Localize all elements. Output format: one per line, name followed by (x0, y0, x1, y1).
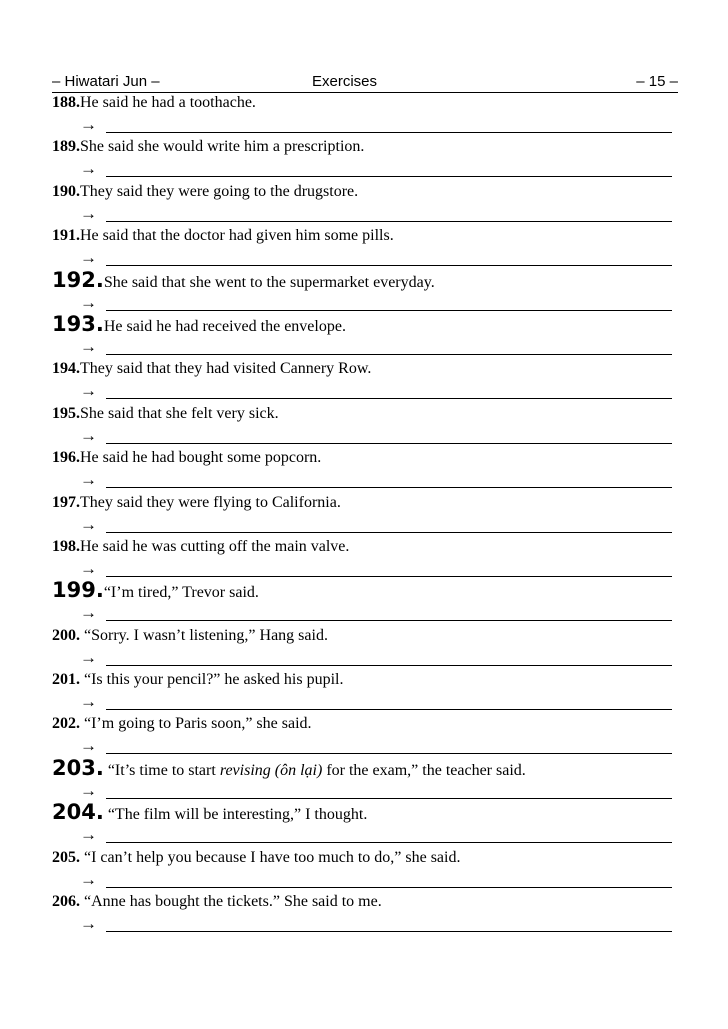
answer-line[interactable] (80, 692, 672, 712)
item-number: 194. (52, 360, 80, 378)
arrow-icon: → (80, 825, 97, 845)
arrow-icon: → (80, 736, 97, 756)
item-number: 197. (52, 493, 80, 511)
item-sentence: “I can’t help you because I have too much to do,” she said. (80, 848, 461, 866)
blank-underline (106, 798, 672, 799)
answer-line[interactable] (80, 381, 672, 401)
item-number: 201. (52, 671, 80, 689)
blank-underline (106, 887, 672, 888)
blank-underline (106, 576, 672, 577)
item-sentence: She said that she felt very sick. (80, 404, 279, 422)
item-sentence-italic: revising (ôn lại) (219, 761, 323, 779)
item-sentence: “Anne has bought the tickets.” She said to me. (80, 893, 382, 911)
item-number: 193. (52, 311, 104, 336)
arrow-icon: → (80, 692, 97, 712)
item-sentence-start: “It’s time to start (103, 761, 220, 779)
exercise-item (52, 181, 678, 225)
item-sentence: “I’m going to Paris soon,” she said. (80, 715, 312, 733)
arrow-icon: → (80, 514, 97, 534)
answer-line[interactable] (80, 603, 672, 623)
arrow-icon: → (80, 869, 97, 889)
exercise-item (52, 492, 678, 536)
item-number: 188. (52, 94, 80, 111)
item-sentence: They said they were going to the drugstore. (80, 182, 359, 200)
answer-line[interactable] (80, 648, 672, 668)
item-sentence: He said he was cutting off the main valve. (80, 537, 350, 555)
exercise-item (52, 536, 678, 580)
blank-underline (106, 487, 672, 488)
blank-underline (106, 931, 672, 932)
exercise-item (52, 625, 678, 669)
blank-underline (106, 176, 672, 177)
blank-underline (106, 398, 672, 399)
exercise-item (52, 136, 678, 180)
exercise-item (52, 267, 678, 314)
header-page-number: – 15 – (636, 73, 678, 90)
answer-line[interactable] (80, 870, 672, 890)
arrow-icon: → (80, 647, 97, 667)
header-title: Exercises (312, 73, 378, 90)
item-sentence: “Sorry. I wasn’t listening,” Hang said. (80, 626, 328, 644)
blank-underline (106, 443, 672, 444)
item-number: 206. (52, 893, 80, 911)
answer-line[interactable] (80, 426, 672, 446)
answer-line[interactable] (80, 293, 672, 313)
exercise-item (52, 580, 678, 624)
blank-underline (106, 354, 672, 355)
arrow-icon: → (80, 425, 97, 445)
arrow-icon: → (80, 115, 97, 134)
exercise-item (52, 847, 678, 891)
arrow-icon: → (80, 381, 97, 401)
item-sentence: He said he had received the envelope. (103, 317, 346, 335)
answer-line[interactable] (80, 337, 672, 357)
item-sentence: They said they were flying to California. (80, 493, 341, 511)
answer-line[interactable] (80, 781, 672, 801)
answer-line[interactable] (80, 914, 672, 934)
arrow-icon: → (80, 159, 97, 179)
arrow-icon: → (80, 470, 97, 490)
item-number: 196. (52, 449, 80, 467)
blank-underline (106, 620, 672, 621)
exercise-list (52, 92, 678, 935)
arrow-icon: → (80, 914, 97, 934)
arrow-icon: → (80, 336, 97, 356)
item-number: 203. (52, 755, 104, 780)
item-number: 199. (52, 578, 104, 603)
answer-line[interactable] (80, 204, 672, 224)
blank-underline (106, 532, 672, 533)
answer-line[interactable] (80, 736, 672, 756)
item-number: 195. (52, 404, 80, 422)
answer-line[interactable] (80, 470, 672, 490)
exercise-item (52, 311, 678, 358)
arrow-icon: → (80, 248, 97, 268)
blank-underline (106, 665, 672, 666)
exercise-item (52, 755, 678, 802)
item-number: 198. (52, 537, 80, 555)
item-number: 192. (52, 267, 104, 292)
header-author: – Hiwatari Jun – (52, 73, 160, 90)
item-number: 190. (52, 182, 80, 200)
exercise-item (52, 669, 678, 713)
answer-line[interactable] (80, 825, 672, 845)
blank-underline (106, 265, 672, 266)
item-sentence: They said that they had visited Cannery Row. (80, 360, 372, 378)
blank-underline (106, 753, 672, 754)
exercise-item (52, 403, 678, 447)
item-sentence: She said she would write him a prescription. (80, 138, 365, 156)
arrow-icon: → (80, 558, 97, 578)
item-number: 204. (52, 800, 104, 825)
arrow-icon: → (80, 203, 97, 223)
item-number: 202. (52, 715, 80, 733)
exercise-item (52, 225, 678, 269)
answer-line[interactable] (80, 559, 672, 579)
item-sentence: He said he had bought some popcorn. (80, 449, 322, 467)
answer-line[interactable] (80, 515, 672, 535)
blank-underline (106, 132, 672, 133)
exercise-item (52, 713, 678, 757)
item-number: 205. (52, 848, 80, 866)
exercise-item (52, 802, 678, 846)
blank-underline (106, 842, 672, 843)
exercise-item (52, 891, 678, 935)
arrow-icon: → (80, 780, 97, 800)
item-sentence: “The film will be interesting,” I thought. (103, 806, 368, 824)
page-header (52, 72, 678, 93)
item-sentence: “I’m tired,” Trevor said. (103, 584, 259, 602)
item-sentence: “Is this your pencil?” he asked his pupil. (80, 671, 344, 689)
item-number: 200. (52, 626, 80, 644)
exercise-item (52, 447, 678, 491)
item-sentence: He said that the doctor had given him some pills. (80, 227, 394, 245)
exercise-item (52, 358, 678, 402)
item-sentence-end: for the exam,” the teacher said. (322, 761, 526, 779)
answer-line[interactable] (80, 115, 672, 135)
exercise-item (52, 92, 678, 136)
blank-underline (106, 221, 672, 222)
blank-underline (106, 709, 672, 710)
answer-line[interactable] (80, 248, 672, 268)
item-sentence: She said that she went to the supermarket everyday. (103, 273, 435, 291)
arrow-icon: → (80, 603, 97, 623)
blank-underline (106, 310, 672, 311)
item-number: 191. (52, 227, 80, 245)
item-sentence: He said he had a toothache. (80, 94, 256, 111)
arrow-icon: → (80, 292, 97, 312)
item-number: 189. (52, 138, 80, 156)
answer-line[interactable] (80, 159, 672, 179)
